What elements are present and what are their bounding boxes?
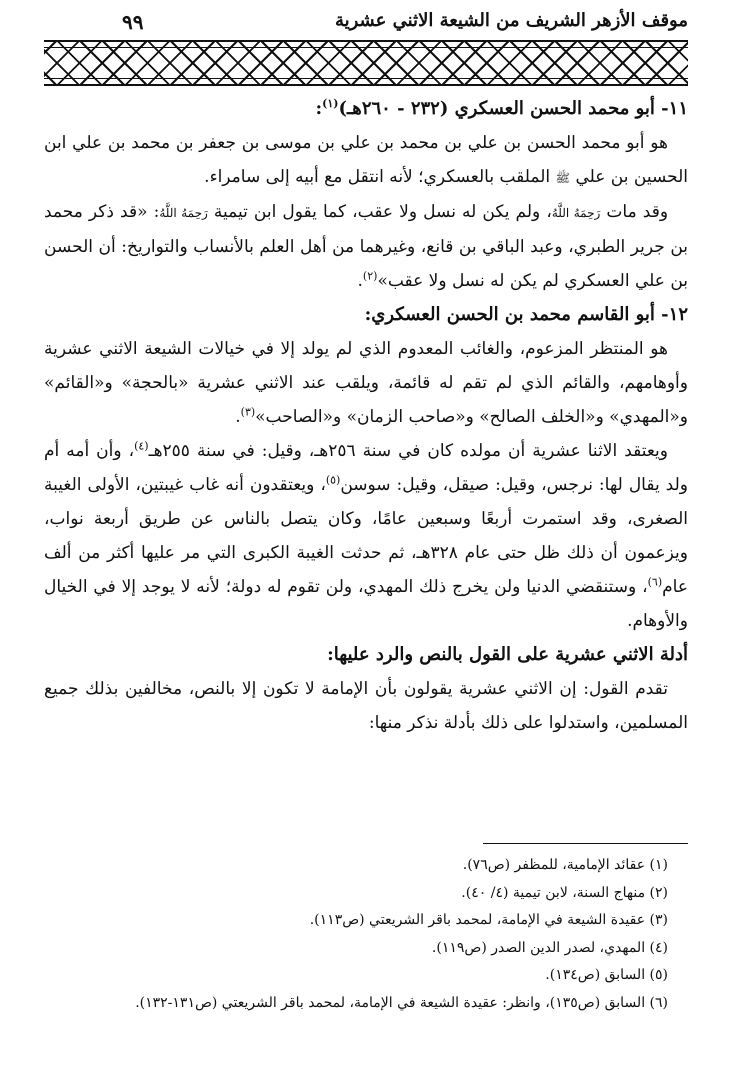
death-text-end: . xyxy=(357,271,363,291)
footnote-1: (١) عقائد الإمامية، للمظفر (ص٧٦). xyxy=(462,857,668,873)
footnotes-list xyxy=(44,852,668,1017)
death-text-a: وقد مات xyxy=(606,202,669,222)
lineage-line-1: هو أبو محمد الحسن بن علي بن محمد بن علي بن موسى بن جعفر بن محمد بن علي ابن xyxy=(44,133,668,153)
footnote-separator xyxy=(483,843,688,844)
footnote-6: (٦) السابق (ص١٣٥)، وانظر: عقيدة الشيعة في الإمامة، لمحمد باقر الشريعتي (ص١٣١-١٣٢). xyxy=(135,994,668,1011)
lineage-line-2a: الحسين بن علي xyxy=(575,167,688,187)
occultation-text-b: ، وأن أمه أم ولد يقال لها: نرجس، وقيل: صيقل، وقيل: سوسن xyxy=(44,441,688,495)
paragraph-evidence: تقدم القول: إن الاثني عشرية يقولون بأن الإمامة لا تكون إلا بالنص، مخالفين بذلك جميع المسلمين، واستدلوا على ذلك بأدلة نذكر منها: xyxy=(44,679,688,733)
footnote-2: (٢) منهاج السنة، لابن تيمية (٤/ ٤٠). xyxy=(461,884,668,901)
paragraph-occultation xyxy=(44,434,688,638)
footnote-ref-1: (١) xyxy=(322,97,339,110)
death-text-b: ، ولم يكن له نسل ولا عقب، كما يقول ابن تيمية xyxy=(213,202,552,222)
rahimahu-allah-2: رَحِمَهُ اللَّهُ xyxy=(159,206,208,220)
main-text xyxy=(44,92,688,740)
paragraph-death xyxy=(44,195,688,298)
honorific-symbol: ﷺ xyxy=(555,171,571,185)
rahimahu-allah-1: رَحِمَهُ اللَّهُ xyxy=(551,206,601,220)
mahdi-text-end: . xyxy=(235,407,241,427)
heading-colon: : xyxy=(315,98,323,119)
footnote-ref-4: (٤) xyxy=(134,439,149,453)
ornamental-border-inner xyxy=(44,47,688,79)
occultation-text-a: ويعتقد الاثنا عشرية أن مولده كان في سنة ٢٥٦هـ، وقيل: في سنة ٢٥٥هـ xyxy=(148,441,668,461)
mahdi-text: هو المنتظر المزعوم، والغائب المعدوم الذي لم يولد إلا في خيالات الشيعة الاثني عشرية وأوهامهم، والقائم الذي لم تقم له قائمة، ويلقب عند الاثني عشرية «بالحجة» و«القائم» و«المهدي» و«الخلف الصالح» و«صاحب الزمان» و«الصاحب» xyxy=(44,339,688,427)
footnote-ref-2: (٢) xyxy=(362,269,378,283)
heading-hasan-askari xyxy=(44,92,688,126)
lineage-line-2b: الملقب بالعسكري؛ لأنه انتقل مع أبيه إلى سامراء. xyxy=(204,167,551,187)
footnote-5: (٥) السابق (ص١٣٤). xyxy=(545,967,668,983)
heading-text: ١١- أبو محمد الحسن العسكري (٢٣٢ - ٢٦٠هـ) xyxy=(338,98,688,119)
footnote-ref-5: (٥) xyxy=(325,473,341,487)
paragraph-mahdi xyxy=(44,332,688,434)
footnote-ref-3: (٣) xyxy=(240,405,256,419)
page-number: ٩٩ xyxy=(122,10,144,34)
footnote-4: (٤) المهدي، لصدر الدين الصدر (ص١١٩). xyxy=(431,939,668,956)
running-title: موقف الأزهر الشريف من الشيعة الاثني عشرية xyxy=(334,10,688,31)
footnote-3: (٣) عقيدة الشيعة في الإمامة، لمحمد باقر الشريعتي (ص١١٣). xyxy=(309,912,668,928)
footnote-ref-6: (٦) xyxy=(647,575,663,589)
page-header xyxy=(44,8,688,38)
ornamental-border xyxy=(44,40,688,86)
paragraph-lineage xyxy=(44,126,688,195)
heading-evidence: أدلة الاثني عشرية على القول بالنص والرد عليها: xyxy=(327,644,688,665)
occultation-text-d: ، وستنقضي الدنيا ولن يخرج ذلك المهدي، ولن تقوم له دولة؛ لأنه لا يوجد إلا في الخيال والأوهام. xyxy=(44,577,688,631)
occultation-text-c: ، ويعتقدون أنه غاب غيبتين، الأولى الغيبة الصغرى، وقد استمرت أربعًا وسبعين عامًا، وكان يتصل بالناس عن طريق أربعة نواب، ويزعمون أن ذلك ظل حتى عام ٣٢٨هـ، ثم حدثت الغيبة الكبرى التي مر عليها أكثر من ألف عام xyxy=(44,475,688,597)
heading-mahdi: ١٢- أبو القاسم محمد بن الحسن العسكري: xyxy=(364,304,688,325)
death-text-c: : «قد ذكر محمد بن جرير الطبري، وعبد الباقي بن قانع، وغيرهما من أهل العلم بالأنساب والتواريخ: أن الحسن بن علي العسكري لم يكن له نسل ولا عقب» xyxy=(44,202,688,291)
